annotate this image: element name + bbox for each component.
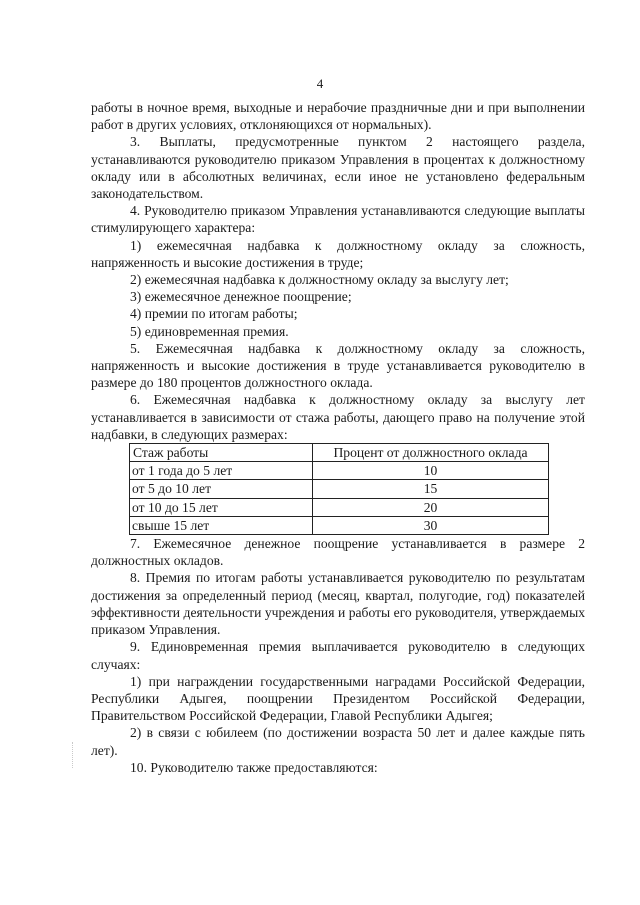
paragraph: 4. Руководителю приказом Управления устанавливаются следующие выплаты стимулирующего характера:: [91, 203, 585, 236]
page-number: 4: [316, 76, 324, 91]
paragraph: 6. Ежемесячная надбавка к должностному окладу за выслугу лет устанавливается в зависимости от стажа работы, дающего право на получение этой надбавки, в следующих размерах:: [91, 392, 585, 442]
table-row: [130, 462, 549, 480]
paragraph: 1) ежемесячная надбавка к должностному окладу за сложность, напряженность и высокие достижения в труде;: [91, 237, 585, 270]
table-cell-percent: 15: [313, 480, 549, 498]
paragraph: 2) ежемесячная надбавка к должностному окладу за выслугу лет;: [130, 272, 509, 288]
table-header-seniority: Стаж работы: [130, 444, 313, 462]
paragraph: 4) премии по итогам работы;: [130, 306, 298, 322]
paragraph: 5. Ежемесячная надбавка к должностному окладу за сложность, напряженность и высокие достижения в труде устанавливается руководителю в размере до 180 процентов должностного оклада.: [91, 340, 585, 391]
table-cell-percent: 10: [313, 462, 549, 480]
paragraph: 9. Единовременная премия выплачивается руководителю в следующих случаях:: [91, 639, 585, 672]
paragraph: 3. Выплаты, предусмотренные пунктом 2 настоящего раздела, устанавливаются руководителю приказом Управления в процентах к должностному окладу или в абсолютных величинах, если иное не установлено федеральным законодательством.: [91, 134, 585, 202]
paragraph: 1) при награждении государственными наградами Российской Федерации, Республики Адыгея, поощрении Президентом Российской Федерации, Правительством Российской Федерации, Главой Республики Адыгея;: [91, 673, 585, 724]
table-header-percent: Процент от должностного оклада: [313, 444, 549, 462]
table-cell-seniority: от 1 года до 5 лет: [130, 462, 313, 480]
paragraph: 7. Ежемесячное денежное поощрение устанавливается в размере 2 должностных окладов.: [91, 536, 585, 569]
margin-mark: [72, 742, 75, 768]
paragraphs-bottom: [91, 535, 585, 776]
paragraph: 5) единовременная премия.: [130, 323, 289, 339]
table-body: [130, 462, 549, 535]
table-row: [130, 480, 549, 498]
seniority-bonus-table: [129, 443, 549, 535]
table-cell-seniority: свыше 15 лет: [130, 516, 313, 534]
paragraph: 8. Премия по итогам работы устанавливается руководителю по результатам достижения за определенный период (месяц, квартал, полугодие, год) показателей эффективности деятельности учреждения и работы его руководителя, утверждаемых приказом Управления.: [91, 570, 585, 638]
paragraph: работы в ночное время, выходные и нерабочие праздничные дни и при выполнении работ в других условиях, отклоняющихся от нормальных).: [91, 100, 585, 133]
paragraph: 2) в связи с юбилеем (по достижении возраста 50 лет и далее каждые пять лет).: [91, 725, 585, 758]
table-row: [130, 516, 549, 534]
table-cell-seniority: от 5 до 10 лет: [130, 480, 313, 498]
table-row: [130, 498, 549, 516]
paragraphs-top: [91, 99, 585, 443]
paragraph: 10. Руководителю также предоставляются:: [130, 759, 378, 775]
table-cell-percent: 30: [313, 516, 549, 534]
table-cell-seniority: от 10 до 15 лет: [130, 498, 313, 516]
table-cell-percent: 20: [313, 498, 549, 516]
paragraph: 3) ежемесячное денежное поощрение;: [130, 289, 352, 305]
table-header-row: [130, 444, 549, 462]
document-body: [91, 99, 585, 776]
